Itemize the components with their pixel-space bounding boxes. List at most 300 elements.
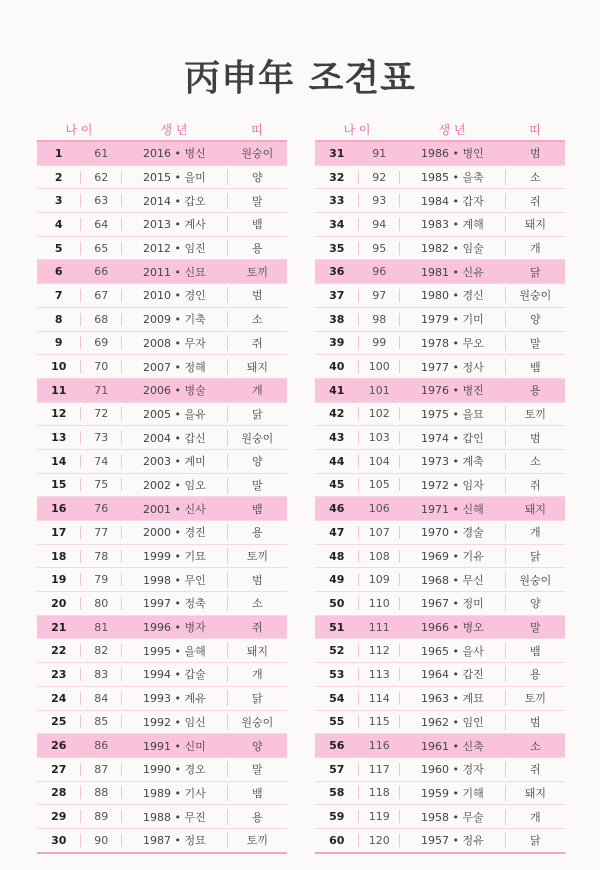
age-cell: 38 bbox=[315, 313, 359, 326]
birth-year-cell: 2016 • 병신 bbox=[122, 145, 228, 161]
birth-year-cell: 2004 • 갑신 bbox=[122, 430, 228, 446]
birth-year-cell: 1994 • 갑술 bbox=[122, 666, 228, 682]
korean-age-cell: 77 bbox=[81, 526, 122, 539]
age-cell: 3 bbox=[37, 194, 81, 207]
birth-year-cell: 1957 • 정유 bbox=[400, 832, 506, 848]
age-cell: 10 bbox=[37, 360, 81, 373]
korean-age-cell: 107 bbox=[359, 526, 400, 539]
korean-age-cell: 70 bbox=[81, 360, 122, 373]
birth-year-cell: 1977 • 정사 bbox=[400, 359, 506, 375]
age-cell: 31 bbox=[315, 147, 359, 160]
zodiac-cell: 소 bbox=[252, 597, 263, 611]
birth-year-cell: 1989 • 기사 bbox=[122, 785, 228, 801]
korean-age-cell: 75 bbox=[81, 478, 122, 491]
table-row bbox=[315, 142, 565, 165]
birth-year-cell: 1996 • 병자 bbox=[122, 619, 228, 635]
table-row bbox=[315, 638, 565, 662]
age-cell: 14 bbox=[37, 455, 81, 468]
right-age-table bbox=[315, 118, 565, 854]
age-cell: 5 bbox=[37, 242, 81, 255]
zodiac-cell: 쥐 bbox=[530, 478, 541, 492]
table-row bbox=[315, 567, 565, 591]
table-row bbox=[315, 283, 565, 307]
birth-year-cell: 2012 • 임진 bbox=[122, 240, 228, 256]
table-row bbox=[37, 402, 287, 426]
age-cell: 15 bbox=[37, 478, 81, 491]
age-cell: 28 bbox=[37, 786, 81, 799]
table-row bbox=[37, 212, 287, 236]
zodiac-cell: 용 bbox=[530, 384, 541, 398]
age-cell: 33 bbox=[315, 194, 359, 207]
birth-year-cell: 1991 • 신미 bbox=[122, 738, 228, 754]
zodiac-cell: 용 bbox=[252, 526, 263, 540]
zodiac-cell: 돼지 bbox=[524, 786, 546, 800]
birth-year-cell: 1978 • 무오 bbox=[400, 335, 506, 351]
zodiac-cell: 양 bbox=[530, 597, 541, 611]
birth-year-cell: 1998 • 무인 bbox=[122, 572, 228, 588]
table-row bbox=[315, 212, 565, 236]
korean-age-cell: 106 bbox=[359, 502, 400, 515]
age-cell: 17 bbox=[37, 526, 81, 539]
zodiac-cell: 돼지 bbox=[524, 502, 546, 516]
zodiac-cell: 양 bbox=[252, 455, 263, 469]
korean-age-cell: 61 bbox=[81, 147, 122, 160]
korean-age-cell: 95 bbox=[359, 242, 400, 255]
table-row bbox=[37, 473, 287, 497]
birth-year-cell: 1968 • 무신 bbox=[400, 572, 506, 588]
birth-year-cell: 1999 • 기묘 bbox=[122, 548, 228, 564]
birth-year-cell: 1983 • 계해 bbox=[400, 216, 506, 232]
page-title: 丙申年 조견표 bbox=[184, 57, 416, 99]
age-cell: 22 bbox=[37, 644, 81, 657]
age-cell: 49 bbox=[315, 573, 359, 586]
birth-year-cell: 2006 • 병술 bbox=[122, 382, 228, 398]
zodiac-cell: 범 bbox=[252, 289, 263, 303]
zodiac-cell: 양 bbox=[252, 739, 263, 753]
birth-year-cell: 1990 • 경오 bbox=[122, 761, 228, 777]
table-row bbox=[37, 710, 287, 734]
zodiac-cell: 용 bbox=[252, 810, 263, 824]
korean-age-cell: 92 bbox=[359, 171, 400, 184]
table-row bbox=[315, 686, 565, 710]
age-cell: 45 bbox=[315, 478, 359, 491]
korean-age-cell: 109 bbox=[359, 573, 400, 586]
korean-age-cell: 94 bbox=[359, 218, 400, 231]
table-row bbox=[37, 828, 287, 852]
table-row bbox=[37, 591, 287, 615]
table-row bbox=[37, 615, 287, 639]
birth-year-cell: 1993 • 계유 bbox=[122, 690, 228, 706]
table-row bbox=[315, 804, 565, 828]
table-row bbox=[315, 402, 565, 426]
header-age: 나 이 bbox=[343, 122, 371, 137]
table-row bbox=[315, 378, 565, 402]
zodiac-cell: 돼지 bbox=[246, 644, 268, 658]
table-row bbox=[37, 188, 287, 212]
korean-age-cell: 114 bbox=[359, 692, 400, 705]
korean-age-cell: 90 bbox=[81, 834, 122, 847]
zodiac-cell: 돼지 bbox=[524, 218, 546, 232]
zodiac-cell: 용 bbox=[530, 668, 541, 682]
table-row bbox=[37, 378, 287, 402]
birth-year-cell: 1966 • 병오 bbox=[400, 619, 506, 635]
table-header bbox=[37, 118, 287, 140]
birth-year-cell: 1973 • 계축 bbox=[400, 453, 506, 469]
zodiac-cell: 개 bbox=[252, 668, 263, 682]
table-body bbox=[315, 140, 565, 854]
zodiac-cell: 쥐 bbox=[530, 763, 541, 777]
birth-year-cell: 1967 • 정미 bbox=[400, 595, 506, 611]
korean-age-cell: 110 bbox=[359, 597, 400, 610]
korean-age-cell: 91 bbox=[359, 147, 400, 160]
birth-year-cell: 1981 • 신유 bbox=[400, 264, 506, 280]
korean-age-cell: 62 bbox=[81, 171, 122, 184]
zodiac-cell: 용 bbox=[252, 242, 263, 256]
korean-age-cell: 68 bbox=[81, 313, 122, 326]
age-cell: 29 bbox=[37, 810, 81, 823]
zodiac-cell: 양 bbox=[252, 171, 263, 185]
zodiac-cell: 개 bbox=[530, 810, 541, 824]
korean-age-cell: 73 bbox=[81, 431, 122, 444]
korean-age-cell: 87 bbox=[81, 763, 122, 776]
birth-year-cell: 2005 • 을유 bbox=[122, 406, 228, 422]
age-cell: 48 bbox=[315, 550, 359, 563]
birth-year-cell: 1969 • 기유 bbox=[400, 548, 506, 564]
age-cell: 47 bbox=[315, 526, 359, 539]
table-row bbox=[315, 236, 565, 260]
korean-age-cell: 88 bbox=[81, 786, 122, 799]
zodiac-cell: 범 bbox=[530, 715, 541, 729]
korean-age-cell: 64 bbox=[81, 218, 122, 231]
table-row bbox=[37, 638, 287, 662]
korean-age-cell: 104 bbox=[359, 455, 400, 468]
birth-year-cell: 1958 • 무술 bbox=[400, 809, 506, 825]
birth-year-cell: 1976 • 병진 bbox=[400, 382, 506, 398]
korean-age-cell: 115 bbox=[359, 715, 400, 728]
zodiac-cell: 토끼 bbox=[524, 692, 546, 706]
age-cell: 56 bbox=[315, 739, 359, 752]
korean-age-cell: 111 bbox=[359, 621, 400, 634]
korean-age-cell: 76 bbox=[81, 502, 122, 515]
korean-age-cell: 98 bbox=[359, 313, 400, 326]
age-cell: 32 bbox=[315, 171, 359, 184]
table-row bbox=[315, 188, 565, 212]
korean-age-cell: 72 bbox=[81, 407, 122, 420]
age-cell: 52 bbox=[315, 644, 359, 657]
table-row bbox=[315, 781, 565, 805]
korean-age-cell: 85 bbox=[81, 715, 122, 728]
korean-age-cell: 113 bbox=[359, 668, 400, 681]
age-cell: 24 bbox=[37, 692, 81, 705]
birth-year-cell: 1963 • 계묘 bbox=[400, 690, 506, 706]
birth-year-cell: 1971 • 신해 bbox=[400, 501, 506, 517]
table-row bbox=[315, 544, 565, 568]
table-row bbox=[37, 804, 287, 828]
birth-year-cell: 2011 • 신묘 bbox=[122, 264, 228, 280]
birth-year-cell: 1986 • 병인 bbox=[400, 145, 506, 161]
age-cell: 6 bbox=[37, 265, 81, 278]
age-cell: 36 bbox=[315, 265, 359, 278]
table-row bbox=[315, 449, 565, 473]
age-cell: 58 bbox=[315, 786, 359, 799]
zodiac-cell: 닭 bbox=[530, 265, 541, 279]
korean-age-cell: 105 bbox=[359, 478, 400, 491]
age-cell: 25 bbox=[37, 715, 81, 728]
table-row bbox=[37, 520, 287, 544]
zodiac-cell: 닭 bbox=[530, 550, 541, 564]
birth-year-cell: 1972 • 임자 bbox=[400, 477, 506, 493]
birth-year-cell: 1975 • 을묘 bbox=[400, 406, 506, 422]
age-cell: 50 bbox=[315, 597, 359, 610]
age-cell: 18 bbox=[37, 550, 81, 563]
age-cell: 54 bbox=[315, 692, 359, 705]
birth-year-cell: 1979 • 기미 bbox=[400, 311, 506, 327]
table-row bbox=[315, 710, 565, 734]
table-row bbox=[37, 496, 287, 520]
table-row bbox=[37, 165, 287, 189]
table-row bbox=[315, 591, 565, 615]
korean-age-cell: 80 bbox=[81, 597, 122, 610]
table-row bbox=[315, 757, 565, 781]
zodiac-cell: 쥐 bbox=[530, 194, 541, 208]
birth-year-cell: 1970 • 경술 bbox=[400, 524, 506, 540]
birth-year-cell: 2008 • 무자 bbox=[122, 335, 228, 351]
korean-age-cell: 102 bbox=[359, 407, 400, 420]
korean-age-cell: 117 bbox=[359, 763, 400, 776]
zodiac-cell: 원숭이 bbox=[519, 289, 552, 303]
korean-age-cell: 86 bbox=[81, 739, 122, 752]
table-row bbox=[315, 165, 565, 189]
birth-year-cell: 1982 • 임술 bbox=[400, 240, 506, 256]
zodiac-cell: 범 bbox=[530, 431, 541, 445]
age-cell: 55 bbox=[315, 715, 359, 728]
korean-age-cell: 69 bbox=[81, 336, 122, 349]
korean-age-cell: 67 bbox=[81, 289, 122, 302]
header-age: 나 이 bbox=[65, 122, 93, 137]
age-cell: 60 bbox=[315, 834, 359, 847]
age-cell: 37 bbox=[315, 289, 359, 302]
zodiac-cell: 소 bbox=[530, 739, 541, 753]
zodiac-cell: 원숭이 bbox=[241, 147, 274, 161]
age-cell: 35 bbox=[315, 242, 359, 255]
zodiac-cell: 뱀 bbox=[530, 360, 541, 374]
table-row bbox=[315, 354, 565, 378]
korean-age-cell: 108 bbox=[359, 550, 400, 563]
age-cell: 51 bbox=[315, 621, 359, 634]
birth-year-cell: 2009 • 기축 bbox=[122, 311, 228, 327]
age-cell: 21 bbox=[37, 621, 81, 634]
age-cell: 40 bbox=[315, 360, 359, 373]
zodiac-cell: 뱀 bbox=[252, 502, 263, 516]
korean-age-cell: 63 bbox=[81, 194, 122, 207]
birth-year-cell: 2013 • 계사 bbox=[122, 216, 228, 232]
table-row bbox=[315, 307, 565, 331]
table-row bbox=[37, 331, 287, 355]
birth-year-cell: 1987 • 정묘 bbox=[122, 832, 228, 848]
table-row bbox=[37, 567, 287, 591]
korean-age-cell: 84 bbox=[81, 692, 122, 705]
birth-year-cell: 1974 • 갑인 bbox=[400, 430, 506, 446]
korean-age-cell: 74 bbox=[81, 455, 122, 468]
korean-age-cell: 89 bbox=[81, 810, 122, 823]
birth-year-cell: 1959 • 기해 bbox=[400, 785, 506, 801]
zodiac-cell: 소 bbox=[530, 455, 541, 469]
table-header bbox=[315, 118, 565, 140]
table-row bbox=[315, 733, 565, 757]
zodiac-cell: 말 bbox=[252, 478, 263, 492]
age-cell: 13 bbox=[37, 431, 81, 444]
age-cell: 12 bbox=[37, 407, 81, 420]
age-cell: 2 bbox=[37, 171, 81, 184]
table-row bbox=[315, 473, 565, 497]
table-body bbox=[37, 140, 287, 854]
korean-age-cell: 118 bbox=[359, 786, 400, 799]
age-cell: 7 bbox=[37, 289, 81, 302]
header-zodiac: 띠 bbox=[529, 122, 541, 137]
zodiac-cell: 양 bbox=[530, 313, 541, 327]
zodiac-cell: 쥐 bbox=[252, 621, 263, 635]
age-cell: 27 bbox=[37, 763, 81, 776]
korean-age-cell: 83 bbox=[81, 668, 122, 681]
korean-age-cell: 96 bbox=[359, 265, 400, 278]
age-cell: 41 bbox=[315, 384, 359, 397]
table-row bbox=[37, 425, 287, 449]
birth-year-cell: 2003 • 계미 bbox=[122, 453, 228, 469]
korean-age-cell: 81 bbox=[81, 621, 122, 634]
korean-age-cell: 71 bbox=[81, 384, 122, 397]
korean-age-cell: 93 bbox=[359, 194, 400, 207]
left-age-table bbox=[37, 118, 287, 854]
zodiac-cell: 닭 bbox=[530, 834, 541, 848]
zodiac-cell: 토끼 bbox=[246, 834, 268, 848]
zodiac-cell: 범 bbox=[530, 147, 541, 161]
birth-year-cell: 1995 • 을해 bbox=[122, 643, 228, 659]
table-row bbox=[315, 615, 565, 639]
table-row bbox=[315, 259, 565, 283]
age-cell: 9 bbox=[37, 336, 81, 349]
age-cell: 39 bbox=[315, 336, 359, 349]
age-cell: 46 bbox=[315, 502, 359, 515]
korean-age-cell: 79 bbox=[81, 573, 122, 586]
korean-age-cell: 120 bbox=[359, 834, 400, 847]
age-cell: 30 bbox=[37, 834, 81, 847]
table-row bbox=[37, 142, 287, 165]
zodiac-cell: 닭 bbox=[252, 407, 263, 421]
age-cell: 43 bbox=[315, 431, 359, 444]
age-cell: 26 bbox=[37, 739, 81, 752]
age-cell: 8 bbox=[37, 313, 81, 326]
table-row bbox=[37, 283, 287, 307]
table-row bbox=[37, 307, 287, 331]
table-row bbox=[315, 520, 565, 544]
birth-year-cell: 1988 • 무진 bbox=[122, 809, 228, 825]
header-birth: 생 년 bbox=[438, 122, 466, 137]
table-row bbox=[37, 354, 287, 378]
zodiac-cell: 토끼 bbox=[246, 265, 268, 279]
age-cell: 11 bbox=[37, 384, 81, 397]
birth-year-cell: 1984 • 갑자 bbox=[400, 193, 506, 209]
zodiac-cell: 뱀 bbox=[252, 218, 263, 232]
age-cell: 23 bbox=[37, 668, 81, 681]
birth-year-cell: 1997 • 정축 bbox=[122, 595, 228, 611]
header-zodiac: 띠 bbox=[251, 122, 263, 137]
table-row bbox=[37, 236, 287, 260]
zodiac-cell: 개 bbox=[530, 526, 541, 540]
age-cell: 42 bbox=[315, 407, 359, 420]
age-cell: 4 bbox=[37, 218, 81, 231]
zodiac-cell: 돼지 bbox=[246, 360, 268, 374]
zodiac-cell: 토끼 bbox=[246, 550, 268, 564]
age-cell: 19 bbox=[37, 573, 81, 586]
table-row bbox=[37, 733, 287, 757]
korean-age-cell: 99 bbox=[359, 336, 400, 349]
korean-age-cell: 65 bbox=[81, 242, 122, 255]
birth-year-cell: 1980 • 경신 bbox=[400, 287, 506, 303]
table-row bbox=[37, 686, 287, 710]
zodiac-cell: 원숭이 bbox=[519, 573, 552, 587]
korean-age-cell: 66 bbox=[81, 265, 122, 278]
header-birth: 생 년 bbox=[160, 122, 188, 137]
table-row bbox=[37, 757, 287, 781]
birth-year-cell: 2000 • 경진 bbox=[122, 524, 228, 540]
age-cell: 53 bbox=[315, 668, 359, 681]
birth-year-cell: 1992 • 임신 bbox=[122, 714, 228, 730]
zodiac-cell: 쥐 bbox=[252, 336, 263, 350]
korean-age-cell: 103 bbox=[359, 431, 400, 444]
table-row bbox=[37, 544, 287, 568]
korean-age-cell: 100 bbox=[359, 360, 400, 373]
table-row bbox=[37, 781, 287, 805]
age-cell: 44 bbox=[315, 455, 359, 468]
zodiac-cell: 토끼 bbox=[524, 407, 546, 421]
zodiac-cell: 말 bbox=[252, 194, 263, 208]
age-cell: 20 bbox=[37, 597, 81, 610]
zodiac-cell: 말 bbox=[530, 621, 541, 635]
birth-year-cell: 2014 • 갑오 bbox=[122, 193, 228, 209]
korean-age-cell: 119 bbox=[359, 810, 400, 823]
birth-year-cell: 2001 • 신사 bbox=[122, 501, 228, 517]
table-row bbox=[315, 496, 565, 520]
korean-age-cell: 116 bbox=[359, 739, 400, 752]
table-row bbox=[315, 662, 565, 686]
zodiac-cell: 말 bbox=[252, 763, 263, 777]
birth-year-cell: 1965 • 을사 bbox=[400, 643, 506, 659]
zodiac-cell: 말 bbox=[530, 336, 541, 350]
birth-year-cell: 1960 • 경자 bbox=[400, 761, 506, 777]
birth-year-cell: 1985 • 을축 bbox=[400, 169, 506, 185]
table-row bbox=[37, 662, 287, 686]
birth-year-cell: 2007 • 정해 bbox=[122, 359, 228, 375]
zodiac-cell: 원숭이 bbox=[241, 431, 274, 445]
age-cell: 59 bbox=[315, 810, 359, 823]
zodiac-cell: 개 bbox=[530, 242, 541, 256]
birth-year-cell: 2015 • 을미 bbox=[122, 169, 228, 185]
korean-age-cell: 112 bbox=[359, 644, 400, 657]
korean-age-cell: 78 bbox=[81, 550, 122, 563]
table-row bbox=[315, 331, 565, 355]
zodiac-cell: 뱀 bbox=[252, 786, 263, 800]
korean-age-cell: 97 bbox=[359, 289, 400, 302]
zodiac-cell: 소 bbox=[530, 171, 541, 185]
birth-year-cell: 2002 • 임오 bbox=[122, 477, 228, 493]
age-cell: 57 bbox=[315, 763, 359, 776]
age-cell: 16 bbox=[37, 502, 81, 515]
age-cell: 34 bbox=[315, 218, 359, 231]
korean-age-cell: 101 bbox=[359, 384, 400, 397]
table-row bbox=[37, 449, 287, 473]
birth-year-cell: 1962 • 임인 bbox=[400, 714, 506, 730]
zodiac-cell: 뱀 bbox=[530, 644, 541, 658]
